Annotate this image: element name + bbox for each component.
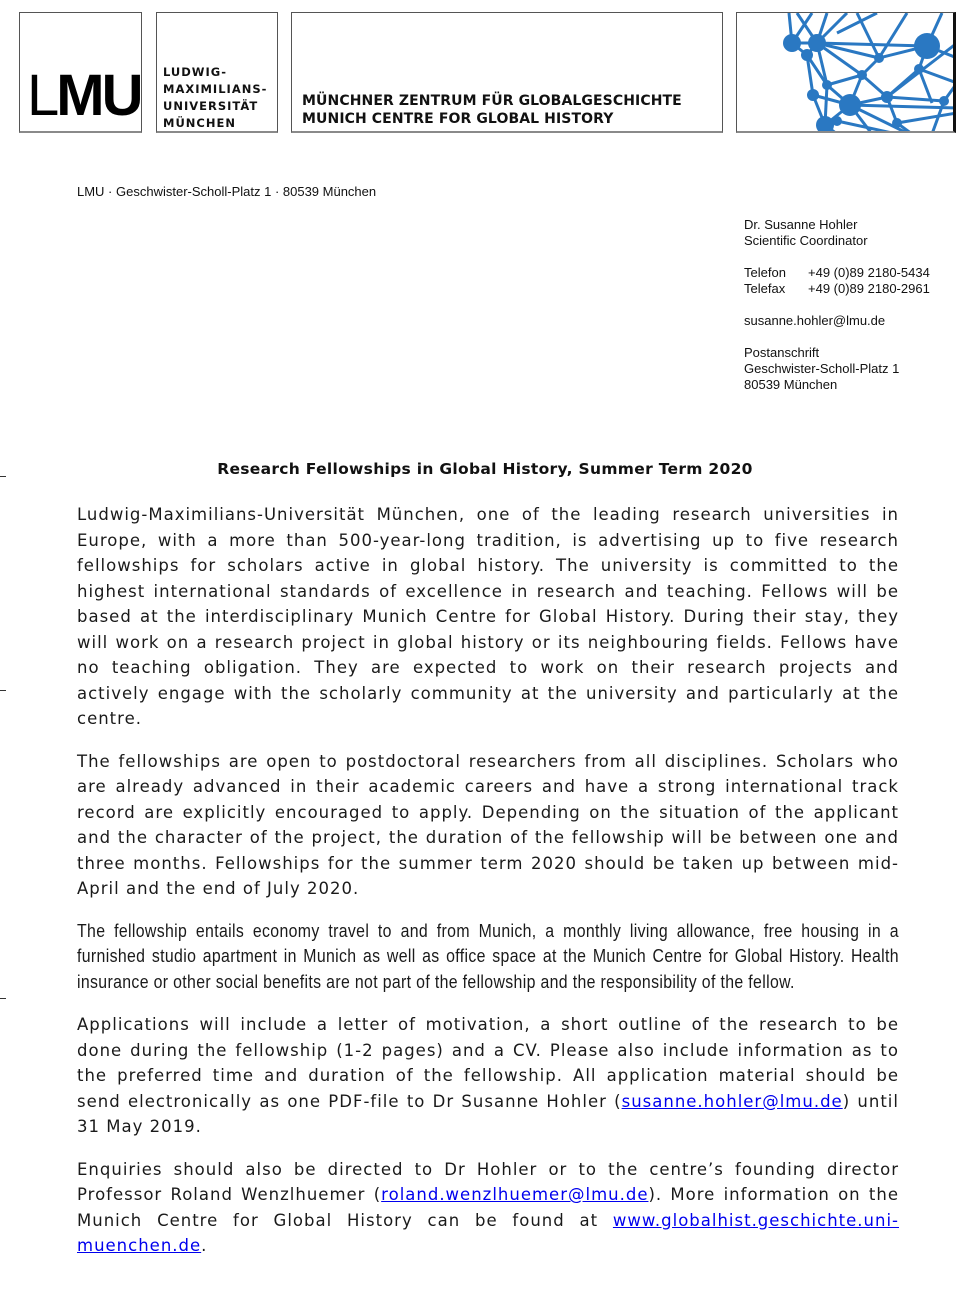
postal-city: 80539 München: [744, 377, 838, 392]
enquiries-end: .: [201, 1236, 208, 1255]
email-link-wenzlhuemer[interactable]: roland.wenzlhuemer@lmu.de: [381, 1185, 649, 1204]
applications-deadline: ) until 31 May 2019.: [77, 1091, 899, 1136]
applications-text: Applications will include a letter of motivation, a short outline of the research to be done during the fellowship (1-2 pages) and a CV. Please also include information as to the preferred time and duration of the fellowship. All application material should be send electronically as one PDF-file to Dr Susanne Hohler (: [77, 1015, 899, 1111]
logo-mu: MU: [56, 63, 141, 128]
fold-mark: [0, 690, 6, 691]
paragraph-intro: Ludwig-Maximilians-Universität München, one of the leading research universities in Europe, with a more than 500-year-long tradition, is advertising up to five research fellowships for scholars active in global history. The university is committed to the highest international standards of excellence in research and teaching. Fellows will be based at the interdisciplinary Munich Centre for Global History. During their stay, they will work on a research project in global history or its neighbouring fields. Fellows have no teaching obligation. They are expected to work on their research projects and actively engage with the scholarly community at the university and particularly at the centre.: [77, 505, 899, 728]
contact-fax: [744, 281, 930, 297]
logo-l: L: [27, 63, 57, 128]
website-link[interactable]: www.globalhist.geschichte.uni-muenchen.de: [77, 1210, 899, 1255]
email-link-hohler[interactable]: susanne.hohler@lmu.de: [621, 1091, 843, 1111]
network-graph-icon: [737, 13, 956, 133]
university-name-line: MAXIMILIANS-: [163, 82, 268, 96]
university-name-box: [156, 12, 278, 133]
contact-role: Scientific Coordinator: [744, 233, 868, 248]
paragraph-applications: [77, 1012, 899, 1140]
university-name: [163, 64, 267, 132]
enquiries-more-info: ). More information on the Munich Centre for Global History can be found at: [77, 1185, 899, 1230]
contact-email: susanne.hohler@lmu.de: [744, 313, 886, 328]
paragraph-enquiries: [77, 1157, 899, 1259]
enquiries-text: Enquiries should also be directed to Dr Hohler or to the centre’s founding director Professor Roland Wenzlhuemer (: [77, 1159, 899, 1204]
sender-address: LMU · Geschwister-Scholl-Platz 1 · 80539 München: [77, 184, 377, 199]
contact-block: [744, 217, 930, 393]
centre-name: [302, 92, 682, 128]
fax-label: Telefax: [744, 281, 786, 296]
phone-label: Telefon: [744, 265, 786, 280]
university-name-line: UNIVERSITÄT: [163, 99, 259, 113]
lmu-logo: [27, 63, 141, 128]
network-graphic-box: [736, 12, 956, 133]
contact-name: Dr. Susanne Hohler: [744, 217, 858, 232]
university-name-line: LUDWIG-: [163, 65, 227, 79]
phone-number: +49 (0)89 2180-5434: [808, 265, 930, 280]
centre-name-german: MÜNCHNER ZENTRUM FÜR GLOBALGESCHICHTE: [302, 93, 682, 109]
document-title: Research Fellowships in Global History, Summer Term 2020: [217, 460, 753, 478]
lmu-logo-box: [19, 12, 142, 133]
document-body: [77, 502, 899, 1276]
university-name-line: MÜNCHEN: [163, 116, 236, 130]
paragraph-eligibility: The fellowships are open to postdoctoral researchers from all disciplines. Scholars who are already advanced in their academic careers and have a strong international track record are explicitly encouraged to apply. Depending on the situation of the applicant and the character of the project, the duration of the fellowship will be between one and three months. Fellowships for the summer term 2020 should be taken up between mid-April and the end of July 2020.: [77, 751, 899, 898]
centre-name-box: [291, 12, 723, 133]
contact-phone: [744, 265, 930, 281]
fold-mark: [0, 998, 6, 999]
postal-street: Geschwister-Scholl-Platz 1: [744, 361, 900, 376]
fax-number: +49 (0)89 2180-2961: [808, 281, 930, 296]
centre-name-english: MUNICH CENTRE FOR GLOBAL HISTORY: [302, 111, 614, 127]
paragraph-benefits: The fellowship entails economy travel to and from Munich, a monthly living allowance, free housing in a furnished studio apartment in Munich as well as office space at the Munich Centre for Global History. Health insurance or other social benefits are not part of the fellowship and the responsibility of the fellow.: [77, 920, 899, 992]
postal-label: Postanschrift: [744, 345, 820, 360]
